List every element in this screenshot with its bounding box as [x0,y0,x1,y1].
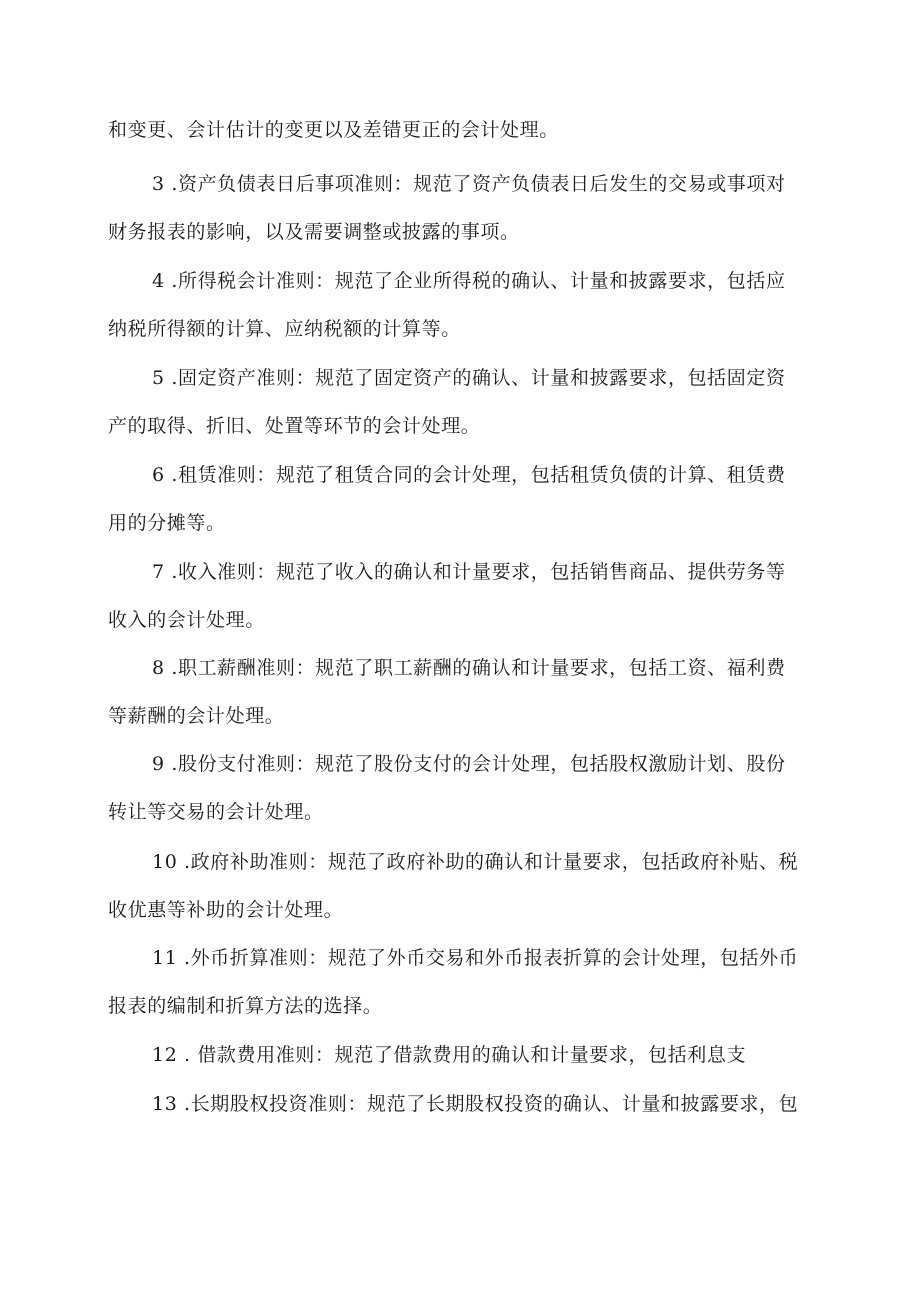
paragraph-line: 12 . 借款费用准则：规范了借款费用的确认和计量要求，包括利息支 [152,1044,747,1066]
paragraph-line: 财务报表的影响，以及需要调整或披露的事项。 [108,221,520,243]
paragraph-line: 收入的会计处理。 [108,609,265,631]
paragraph-line: 6 .租赁准则：规范了租赁合同的会计处理，包括租赁负债的计算、租赁费 [152,464,786,486]
paragraph-line: 7 .收入准则：规范了收入的确认和计量要求，包括销售商品、提供劳务等 [152,561,786,583]
paragraph-line: 10 .政府补助准则：规范了政府补助的确认和计量要求，包括政府补贴、税 [152,851,799,873]
paragraph-line: 转让等交易的会计处理。 [108,801,324,823]
paragraph-line: 8 .职工薪酬准则：规范了职工薪酬的确认和计量要求，包括工资、福利费 [152,657,786,679]
paragraph-line: 等薪酬的会计处理。 [108,705,285,727]
paragraph-line: 和变更、会计估计的变更以及差错更正的会计处理。 [108,119,559,141]
paragraph-line: 13 .长期股权投资准则：规范了长期股权投资的确认、计量和披露要求，包 [152,1093,799,1115]
paragraph-line: 纳税所得额的计算、应纳税额的计算等。 [108,318,461,340]
paragraph-line: 9 .股份支付准则：规范了股份支付的会计处理，包括股权激励计划、股份 [152,753,786,775]
paragraph-line: 5 .固定资产准则：规范了固定资产的确认、计量和披露要求，包括固定资 [152,367,786,389]
paragraph-line: 3 .资产负债表日后事项准则：规范了资产负债表日后发生的交易或事项对 [152,173,786,195]
paragraph-line: 用的分摊等。 [108,512,226,534]
paragraph-line: 4 .所得税会计准则：规范了企业所得税的确认、计量和披露要求，包括应 [152,270,786,292]
paragraph-line: 11 .外币折算准则：规范了外币交易和外币报表折算的会计处理，包括外币 [152,947,799,969]
paragraph-line: 收优惠等补助的会计处理。 [108,899,344,921]
paragraph-line: 产的取得、折旧、处置等环节的会计处理。 [108,415,481,437]
paragraph-line: 报表的编制和折算方法的选择。 [108,995,383,1017]
